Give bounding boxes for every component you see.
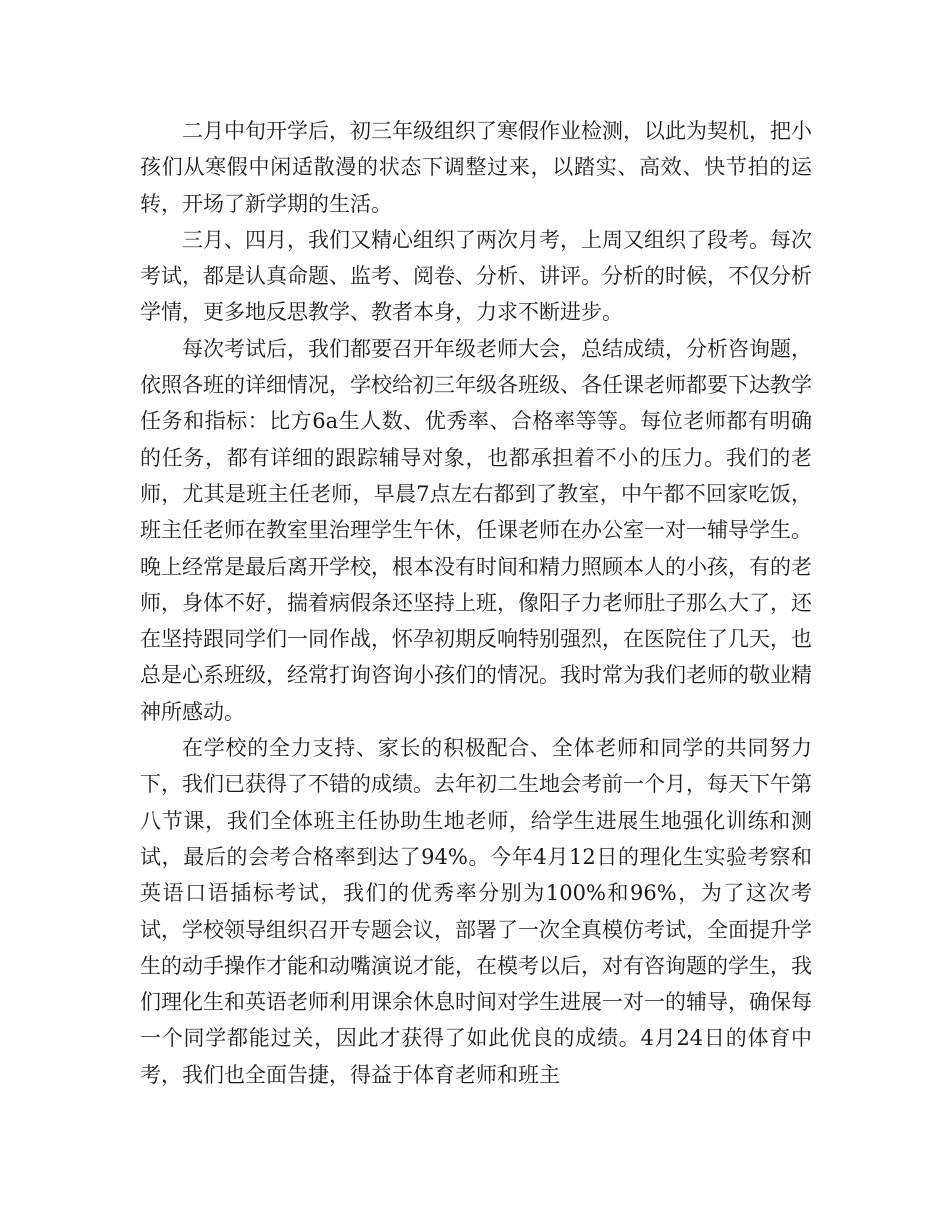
paragraph-2: 三月、四月，我们又精心组织了两次月考，上周又组织了段考。每次考试，都是认真命题、监考、阅卷、分析、讲评。分析的时候，不仅分析学情，更多地反思教学、教者本身，力求不断进步。 bbox=[140, 227, 812, 325]
paragraph-1: 二月中旬开学后，初三年级组织了寒假作业检测，以此为契机，把小孩们从寒假中闲适散漫的状态下调整过来，以踏实、高效、快节拍的运转，开场了新学期的生活。 bbox=[140, 119, 812, 216]
paragraph-4: 在学校的全力支持、家长的积极配合、全体老师和同学的共同努力下，我们已获得了不错的成绩。去年初二生地会考前一个月，每天下午第八节课，我们全体班主任协助生地老师，给学生进展生地强化训练和测试，最后的会考合格率到达了94%。今年4月12日的理化生实验考察和英语口语插标考试，我们的优秀率分别为100%和96%，为了这次考试，学校领导组织召开专题会议，部署了一次全真模仿考试，全面提升学生的动手操作才能和动嘴演说才能，在模考以后，对有咨询题的学生，我们理化生和英语老师利用课余休息时间对学生进展一对一的辅导，确保每一个同学都能过关，因此才获得了如此优良的成绩。4月24日的体育中考，我们也全面告捷，得益于体育老师和班主 bbox=[140, 736, 812, 1087]
document-body bbox=[140, 113, 812, 1093]
paragraph-3: 每次考试后，我们都要召开年级老师大会，总结成绩，分析咨询题，依照各班的详细情况，学校给初三年级各班级、各任课老师都要下达教学任务和指标：比方6a生人数、优秀率、合格率等等。每位老师都有明确的任务，都有详细的跟踪辅导对象，也都承担着不小的压力。我们的老师，尤其是班主任老师，早晨7点左右都到了教室，中午都不回家吃饭，班主任老师在教室里治理学生午休，任课老师在办公室一对一辅导学生。晚上经常是最后离开学校，根本没有时间和精力照顾本人的小孩，有的老师，身体不好，揣着病假条还坚持上班，像阳子力老师肚子那么大了，还在坚持跟同学们一同作战，怀孕初期反响特别强烈，在医院住了几天，也总是心系班级，经常打询咨询小孩们的情况。我时常为我们老师的敬业精神所感动。 bbox=[140, 336, 812, 724]
